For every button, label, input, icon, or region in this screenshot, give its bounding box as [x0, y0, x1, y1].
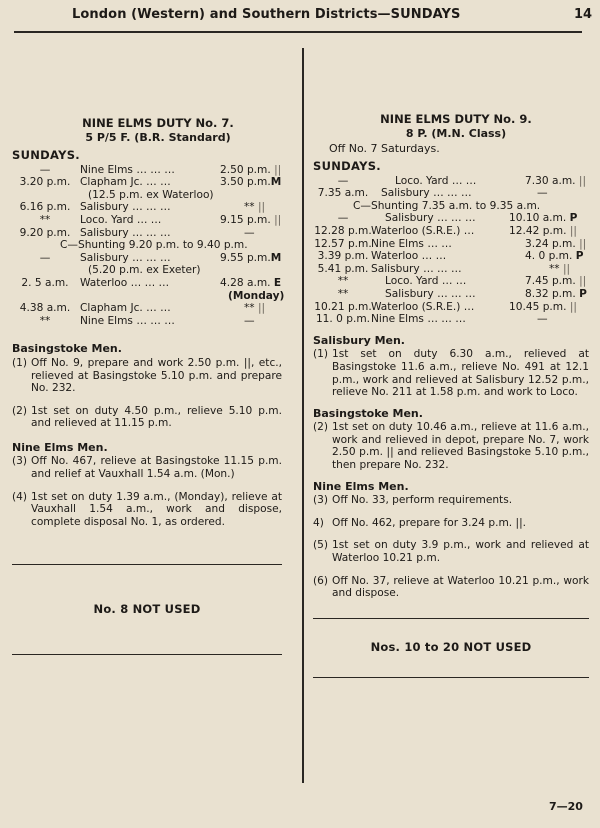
duty-7-subtitle: 5 P/5 F. (B.R. Standard) [85, 131, 231, 144]
duty-7-title: NINE ELMS DUTY No. 7. [82, 116, 234, 130]
station-name: Loco. Yard [385, 275, 439, 288]
time-value: 7.30 a.m. [525, 174, 576, 187]
item-number: (4) [12, 490, 28, 503]
station-name: Waterloo (S.R.E.) [371, 224, 461, 237]
schedule-row [12, 277, 282, 290]
separator-rule [12, 654, 282, 655]
item-text: 1st set on duty 6.30 a.m., relieved at Basingstoke 11.6 a.m., relieve No. 491 at 12.1 p.m., work and relieved at Salisbury 12.52 p.m., relieve No. 211 at 1.58 p.m. and work to Loco. [332, 348, 589, 399]
off-note-text: Off No. 7 Saturdays. [329, 142, 440, 155]
leader-dots: … [463, 300, 475, 313]
schedule-row [313, 263, 589, 276]
schedule-row [12, 315, 282, 328]
schedule-row [313, 288, 589, 301]
arrive-time [244, 201, 265, 214]
depart-time: 12.28 p.m. [314, 224, 372, 237]
station-name: Nine Elms [371, 313, 424, 326]
flag-letter: M [270, 176, 282, 189]
station [80, 214, 161, 227]
arrive-time: — [537, 313, 548, 326]
duty-7-schedule [12, 163, 285, 328]
station [80, 302, 171, 315]
station [371, 225, 474, 238]
station-name: Waterloo [371, 250, 419, 263]
schedule-row [12, 302, 282, 315]
instruction-item [12, 491, 282, 529]
nos-10-to-20-not-used: Nos. 10 to 20 NOT USED [370, 639, 532, 654]
separator-rule [12, 564, 282, 565]
page-number: 14 [574, 7, 593, 22]
bar-mark: || [569, 300, 577, 313]
depart-time: 9.20 p.m. [19, 226, 71, 239]
arrive-time [220, 277, 281, 290]
station-name: Salisbury [371, 262, 420, 275]
arrive-time [525, 238, 586, 251]
item-text: Off No. 462, prepare for 3.24 p.m. ||. [332, 516, 527, 529]
station [385, 212, 476, 225]
depart-time: 12.57 p.m. [314, 237, 372, 250]
instruction-item [313, 575, 589, 600]
station [371, 250, 446, 263]
schedule-row [12, 201, 282, 214]
item-text: Off No. 467, relieve at Basingstoke 11.15 p.m. and relief at Vauxhall 1.54 a.m. (Mon.) [31, 455, 282, 481]
schedule-row [12, 164, 282, 177]
duty-9-subtitle: 8 P. (M.N. Class) [405, 127, 507, 140]
left-column [12, 116, 285, 655]
station-name: Salisbury [385, 212, 434, 225]
item-number: (3) [313, 494, 329, 507]
leader-dots: … … [421, 250, 447, 263]
arrive-time [549, 263, 570, 276]
item-number: (2) [12, 404, 28, 417]
time-value: 4. 0 p.m. [525, 250, 573, 263]
salisbury-men-heading: Salisbury Men. [313, 333, 405, 347]
time-value: ** [244, 201, 255, 214]
instruction-item [12, 357, 282, 395]
arrive-time [525, 175, 586, 188]
schedule-note [12, 239, 282, 252]
time-value: 9.15 p.m. [220, 213, 271, 226]
time-value: 4.28 a.m. [220, 276, 271, 289]
arrive-time: — [244, 314, 255, 327]
depart-time: 2. 5 a.m. [21, 276, 69, 289]
station [80, 252, 171, 265]
bar-mark: || [274, 163, 282, 176]
time-value: ** [244, 302, 255, 315]
off-note [313, 142, 589, 156]
station-name: Nine Elms [371, 237, 424, 250]
note-text: C—Shunting 9.20 p.m. to 9.40 p.m. [60, 239, 248, 252]
depart-time: 6.16 p.m. [19, 201, 71, 214]
depart-time: 5.41 p.m. [317, 262, 369, 275]
item-text: Off No. 37, relieve at Waterloo 10.21 p.m., work and dispose. [332, 574, 589, 600]
item-number: 4) [313, 516, 324, 529]
item-number: (5) [313, 539, 329, 552]
station-name: Salisbury [385, 287, 434, 300]
station [80, 176, 171, 189]
arrive-time [220, 176, 281, 189]
column-divider [302, 48, 304, 783]
flag-letter: P [575, 250, 584, 263]
depart-time: ** [337, 275, 349, 288]
instruction-item [313, 421, 589, 471]
leader-dots: … … … [433, 187, 472, 200]
leader-dots: … … … [132, 251, 171, 264]
depart-time: — [39, 251, 51, 264]
right-column [313, 112, 589, 678]
item-number: (2) [313, 421, 329, 434]
schedule-note [12, 264, 282, 277]
station-name: Loco. Yard [80, 213, 134, 226]
schedule-row [12, 252, 282, 265]
time-value: 3.50 p.m. [220, 176, 271, 189]
station-name: Waterloo [80, 276, 128, 289]
station [80, 227, 171, 240]
instruction-item [313, 494, 589, 507]
arrive-time [509, 212, 577, 225]
schedule-row [313, 250, 589, 263]
basingstoke-men-heading: Basingstoke Men. [313, 406, 423, 420]
schedule-row [12, 214, 282, 227]
station [385, 288, 476, 301]
schedule-row [12, 227, 282, 240]
leader-dots: … … … [437, 212, 476, 225]
arrive-time [509, 225, 577, 238]
arrive-time [525, 275, 586, 288]
leader-dots: … … [146, 302, 171, 315]
schedule-row [313, 187, 589, 200]
sundays-label: SUNDAYS. [12, 148, 80, 162]
station-name: Clapham Jc. [80, 302, 143, 315]
schedule-note [12, 289, 285, 303]
leader-dots: … … … [132, 226, 171, 239]
arrive-time [220, 252, 281, 265]
arrive-time [220, 164, 281, 177]
basingstoke-men-heading: Basingstoke Men. [12, 342, 122, 356]
station [385, 275, 466, 288]
separator-rule [313, 618, 589, 619]
depart-time: 3.39 p.m. [317, 250, 369, 263]
station [381, 187, 472, 200]
schedule-row [313, 301, 589, 314]
page-header-title: London (Western) and Southern Districts—SUNDAYS [72, 7, 461, 22]
item-number: (6) [313, 574, 329, 587]
note-text: C—Shunting 7.35 a.m. to 9.35 a.m. [353, 199, 541, 212]
station [80, 201, 171, 214]
time-value: 10.45 p.m. [509, 300, 567, 313]
item-number: (3) [12, 455, 28, 468]
depart-time: ** [39, 314, 51, 327]
leader-dots: … … … [427, 313, 466, 326]
station [80, 315, 175, 328]
arrive-time [244, 302, 265, 315]
station-name: Salisbury [381, 187, 430, 200]
station-name: Waterloo (S.R.E.) [371, 300, 461, 313]
schedule-row [313, 175, 589, 188]
bar-mark: || [579, 237, 587, 250]
station-name: Salisbury [80, 201, 129, 214]
leader-dots: … … … [136, 314, 175, 327]
depart-time: 7.35 a.m. [317, 187, 369, 200]
time-value: 3.24 p.m. [525, 237, 576, 250]
bar-mark: || [579, 275, 587, 288]
sundays-label: SUNDAYS. [313, 159, 381, 173]
no-8-not-used: No. 8 NOT USED [93, 602, 201, 617]
instruction-item [12, 405, 282, 430]
schedule-note [12, 189, 282, 202]
instruction-item [12, 455, 282, 480]
note-text: (Monday) [228, 289, 285, 302]
schedule-row [313, 212, 589, 225]
time-value: 2.50 p.m. [220, 163, 271, 176]
flag-letter: P [569, 212, 578, 225]
station-name: Loco. Yard [395, 174, 449, 187]
instruction-item [313, 517, 589, 530]
bar-mark: || [562, 262, 571, 275]
item-text: 1st set on duty 10.46 a.m., relieve at 11.6 a.m., work and relieved in depot, prepare No. 7, work 2.50 p.m. || and relieved Basingstoke 5.10 p.m., then prepare No. 232. [332, 421, 589, 472]
time-value: 12.42 p.m. [509, 224, 567, 237]
leader-dots: … … [427, 237, 452, 250]
station [371, 313, 466, 326]
item-text: Off No. 9, prepare and work 2.50 p.m. ||, etc., relieved at Basingstoke 5.10 p.m. and prepare No. 232. [31, 356, 282, 395]
item-number: (1) [12, 356, 28, 369]
time-value: 8.32 p.m. [525, 287, 576, 300]
instruction-item [313, 539, 589, 564]
station-name: Clapham Jc. [80, 176, 143, 189]
item-text: 1st set on duty 4.50 p.m., relieve 5.10 p.m. and relieved at 11.15 p.m. [31, 404, 282, 430]
depart-time: — [337, 174, 349, 187]
page-code: 7—20 [549, 800, 583, 813]
time-value: ** [549, 262, 560, 275]
item-text: Off No. 33, perform requirements. [332, 494, 513, 507]
station [395, 175, 476, 188]
time-value: 7.45 p.m. [525, 275, 576, 288]
item-text: 1st set on duty 1.39 a.m., (Monday), relieve at Vauxhall 1.54 a.m., work and dispose, complete disposal No. 1, as ordered. [31, 490, 282, 528]
depart-time: — [39, 163, 51, 176]
station [371, 263, 462, 276]
duty-9-title: NINE ELMS DUTY No. 9. [380, 112, 532, 126]
leader-dots: … … … [437, 287, 476, 300]
station [371, 238, 452, 251]
flag-letter: M [270, 251, 282, 264]
station-name: Salisbury [80, 226, 129, 239]
item-text: 1st set on duty 3.9 p.m., work and relieved at Waterloo 10.21 p.m. [332, 539, 589, 565]
depart-time: ** [39, 213, 51, 226]
arrive-time [509, 301, 577, 314]
leader-dots: … … [441, 275, 467, 288]
depart-time: — [337, 212, 349, 225]
separator-rule [313, 677, 589, 678]
bar-mark: || [569, 224, 577, 237]
arrive-time: — [244, 226, 255, 239]
leader-dots: … … [451, 174, 477, 187]
arrive-time [525, 250, 584, 263]
bar-mark: || [274, 213, 282, 226]
schedule-row [313, 275, 589, 288]
depart-time: 3.20 p.m. [19, 176, 71, 189]
depart-time: 10.21 p.m. [314, 300, 372, 313]
station-name: Salisbury [80, 251, 129, 264]
leader-dots: … … … [423, 262, 462, 275]
bar-mark: || [257, 302, 266, 315]
station-name: Nine Elms [80, 314, 133, 327]
leader-dots: … … … [130, 276, 170, 289]
leader-dots: … … … [132, 201, 171, 214]
leader-dots: … … [136, 213, 162, 226]
schedule-row [313, 225, 589, 238]
duty-9-schedule [313, 175, 589, 326]
station [80, 277, 169, 290]
flag-letter: E [273, 276, 282, 289]
flag-letter: P [579, 287, 587, 300]
leader-dots: … … [146, 176, 171, 189]
arrive-time: — [537, 187, 548, 200]
station-name: Nine Elms [80, 163, 133, 176]
leader-dots: … … … [136, 163, 175, 176]
instruction-item [313, 348, 589, 398]
schedule-row [12, 176, 282, 189]
depart-time: ** [337, 287, 349, 300]
station [371, 301, 474, 314]
schedule-row [313, 313, 589, 326]
time-value: 9.55 p.m. [220, 251, 271, 264]
arrive-time [525, 288, 587, 301]
depart-time: 4.38 a.m. [19, 302, 71, 315]
arrive-time [220, 214, 281, 227]
leader-dots: … [463, 224, 475, 237]
bar-mark: || [257, 201, 266, 214]
nine-elms-men-heading: Nine Elms Men. [12, 440, 108, 454]
nine-elms-men-heading: Nine Elms Men. [313, 479, 409, 493]
header-rule [14, 31, 582, 33]
schedule-note [313, 200, 589, 213]
bar-mark: || [578, 174, 587, 187]
note-text: (12.5 p.m. ex Waterloo) [88, 188, 214, 201]
note-text: (5.20 p.m. ex Exeter) [88, 264, 201, 277]
station [80, 164, 175, 177]
schedule-row [313, 238, 589, 251]
item-number: (1) [313, 348, 329, 361]
depart-time: 11. 0 p.m. [315, 313, 371, 326]
time-value: 10.10 a.m. [509, 212, 567, 225]
